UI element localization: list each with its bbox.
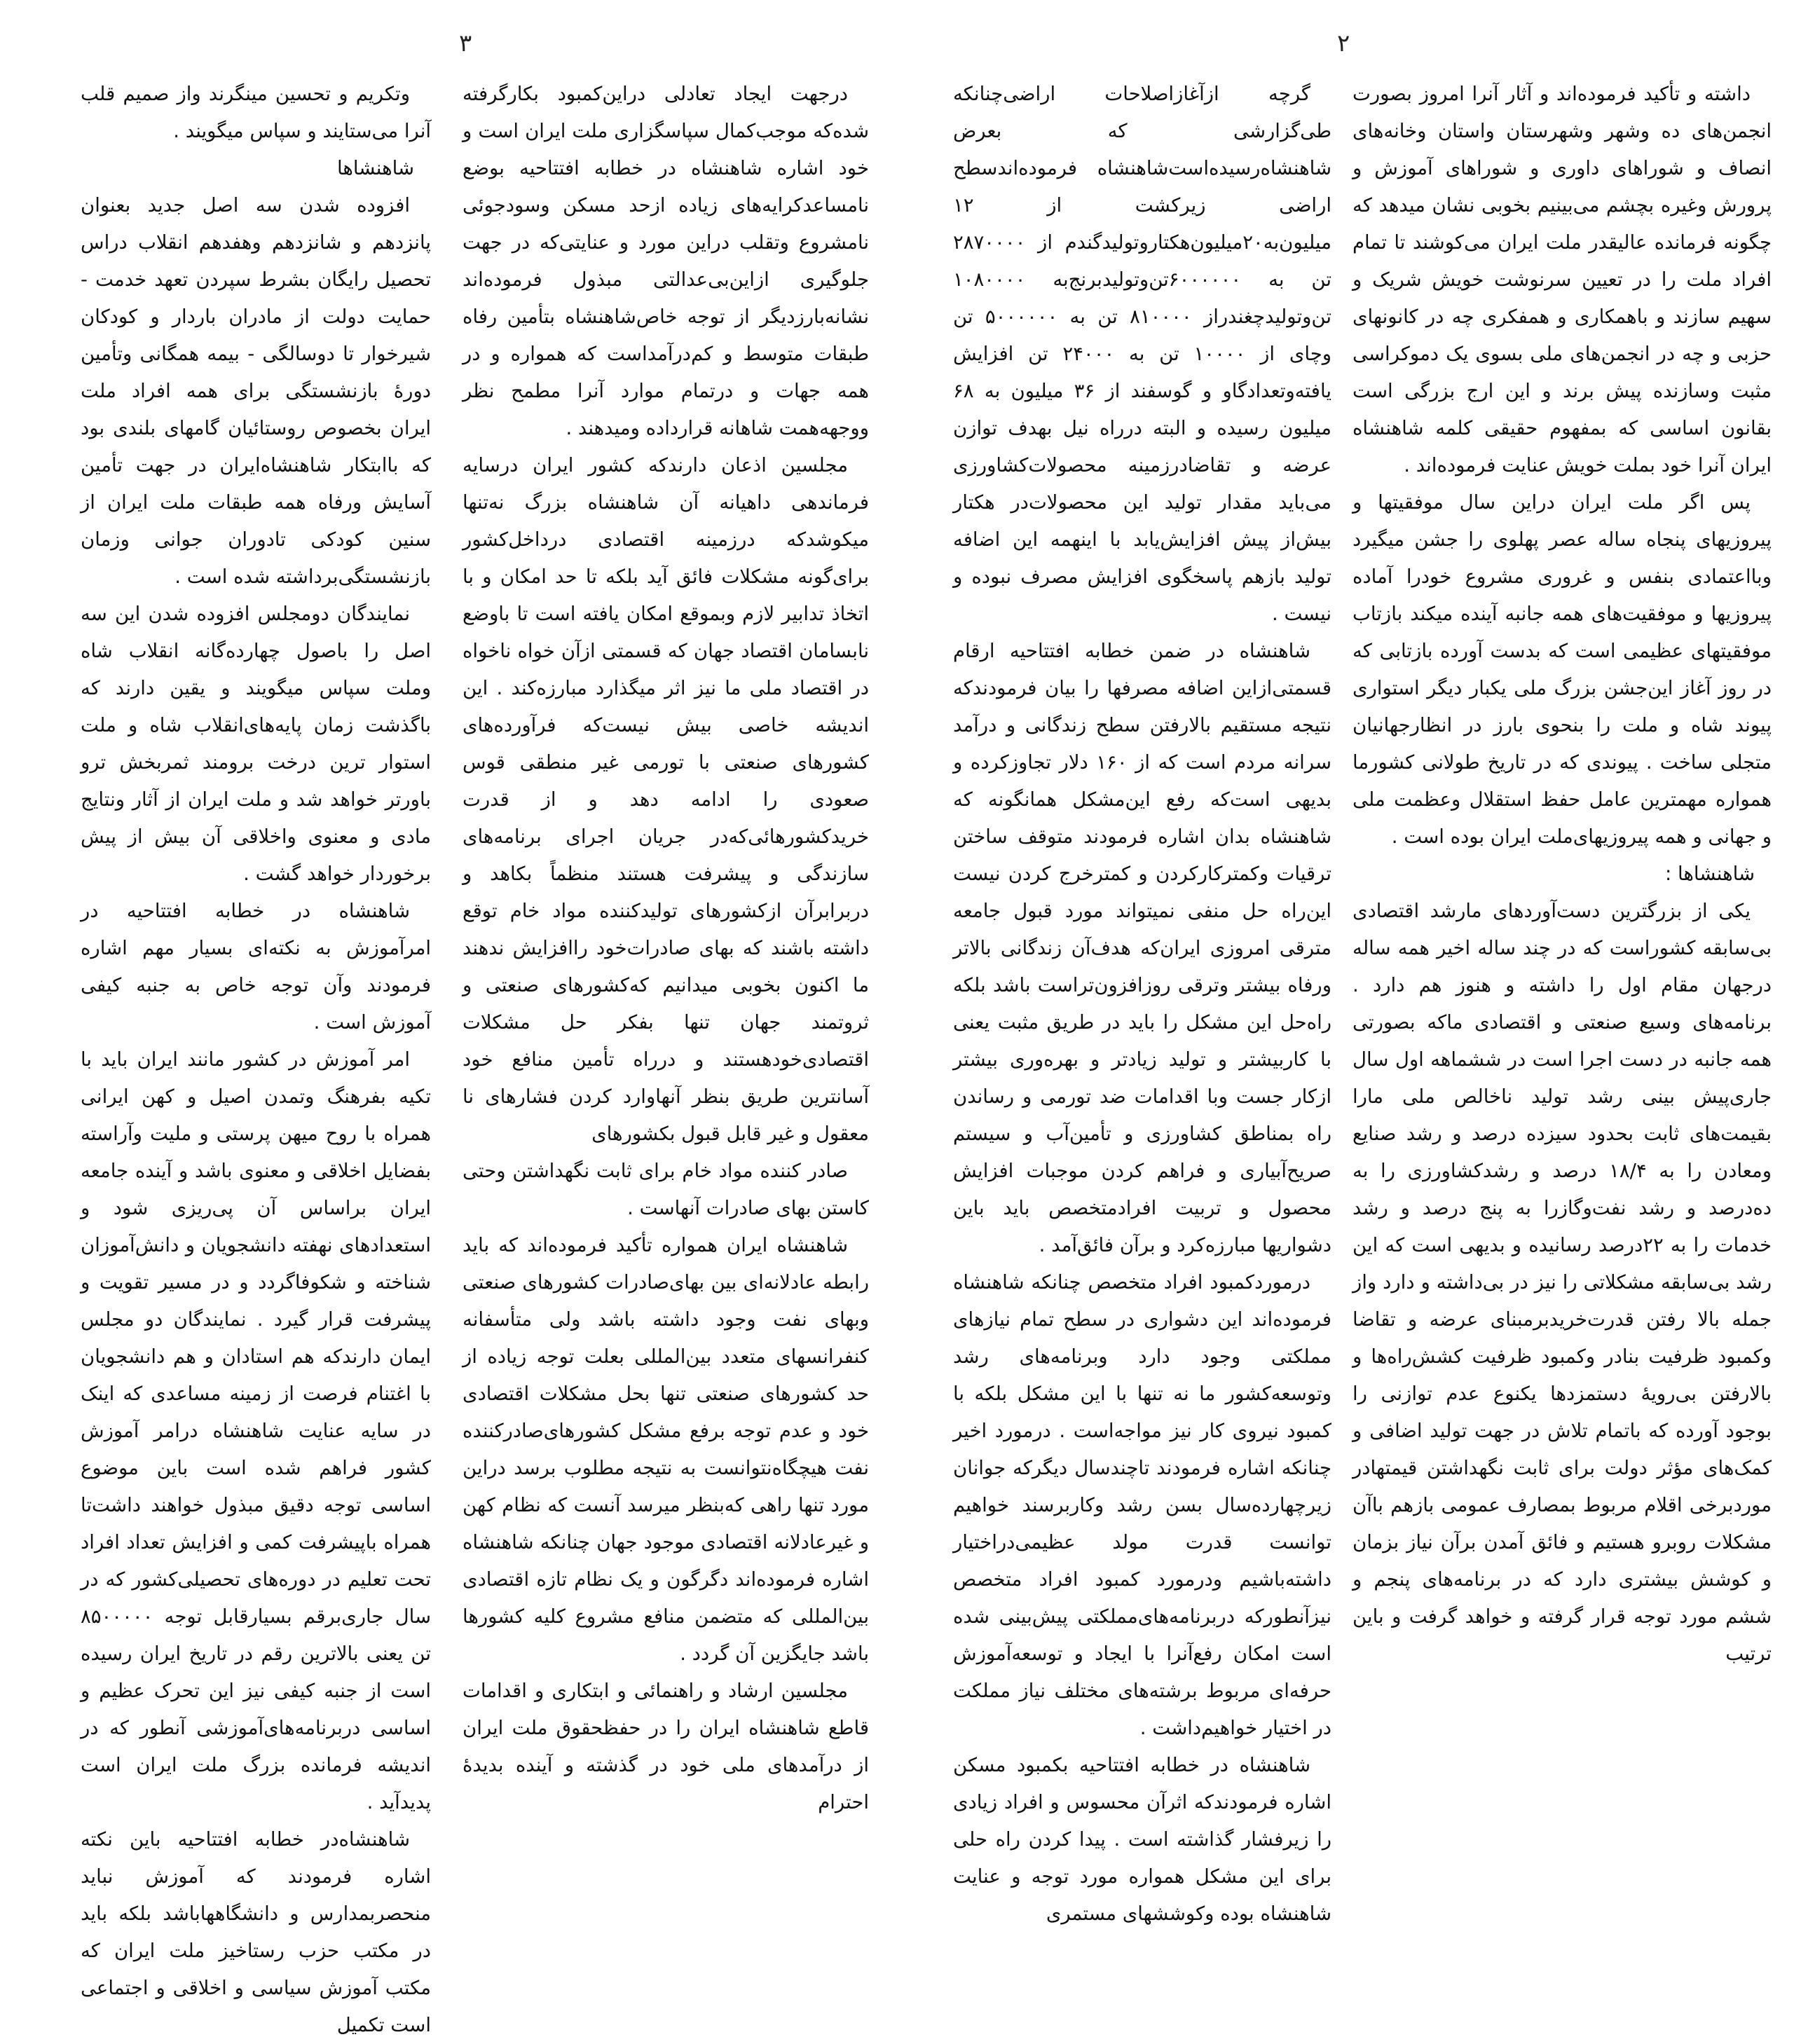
paragraph: صادر کننده مواد خام برای ثابت نگهداشتن وحتی کاستن بهای صادرات آنهاست . <box>463 1160 869 1219</box>
page-number-right: ۲ <box>1337 29 1350 57</box>
paragraph: امر آموزش در کشور مانند ایران باید با تکیه بفرهنگ وتمدن اصیل و کهن ایرانی همراه با روح میهن پرستی و ملیت وآراسته بفضایل اخلاقی و معنوی باشد و آینده جامعه ایران براساس آن پی‌ریزی شود و استعدادهای نهفته دانشجویان و دانش‌آموزان شناخته و شکوفاگردد و در مسیر تقویت و پیشرفت قرار گیرد . نمایندگان دو مجلس ایمان دارند‌که هم استادان و هم دانشجویان با اغتنام فرصت از زمینه مساعدی که اینک در سایه عنایت شاهنشاه درامر آموزش کشور فراهم شده است باین موضوع اساسی توجه دقیق مبذول خواهند داشت‌تا همراه باپیشرفت کمی و افزایش تعداد افراد تحت تعلیم در دوره‌های تحصیلی‌کشور که در سال جاری‌برقم بسیارقابل توجه ۸۵۰۰۰۰۰ تن یعنی بالاترین رقم در تاریخ ایران رسیده است از جنبه کیفی نیز این تحرک عظیم و اساسی دربرنامه‌های‌آموزشی آنطور که در اندیشه فرمانده بزرگ ملت ایران است پدیدآید . <box>81 1048 431 1813</box>
text-column-page2-right <box>1353 76 1772 1665</box>
paragraph: نمایندگان دومجلس افزوده شدن این سه اصل را باصول چهارده‌گانه انقلاب شاه وملت سپاس میگویند و یقین دارند که باگذشت زمان پایه‌های‌انقلاب شاه و ملت استوار ترین درخت برومند ثمربخش ترو باورتر خواهد شد و ملت ایران از آثار ونتایج مادی و معنوی واخلاقی آن بیش از پیش برخوردار خواهد گشت . <box>81 603 431 885</box>
paragraph: یکی از بزرگترین دست‌آوردهای مارشد اقتصادی بی‌سابقه کشوراست که در چند ساله اخیر همه ساله درجهان مقام اول را داشته و هنوز هم دارد . برنامه‌های وسیع صنعتی و اقتصادی ماکه بصورتی همه جانبه در دست اجرا است در ششماهه اول سال جاری‌پیش بینی رشد تولید ناخالص ملی مارا بقیمت‌های ثابت بحدود سیزده درصد و رشد صنایع ومعادن را به ۱۸/۴ درصد و رشدکشاورزی را به ده‌درصد و رشد نفت‌وگازرا به پنج درصد و رشد خدمات را به ۲۲درصد رسانیده و بدیهی است که این رشد بی‌سابقه مشکلاتی را نیز در بی‌داشته و دارد واز جمله بالا رفتن قدرت‌خریدبرمبنای عرضه و تقاضا وکمبود ظرفیت بنادر وکمبود ظرفیت کشش‌راه‌ها و بالارفتن بی‌رویهٔ دستمزدها یکنوع عدم توازنی را بوجود آورده که باتمام تلاش در جهت تولید اضافی و کمک‌های مؤثر دولت برای ثابت نگهداشتن قیمتهادر موردبرخی اقلام مربوط بمصارف عمومی بازهم باآن مشکلات روبرو هستیم و فائق آمدن برآن نیاز بزمان و کوشش بیشتری دارد که در برنامه‌های پنجم و ششم مورد توجه قرار گرفته و خواهد گرفت و باین ترتیب <box>1353 900 1772 1665</box>
paragraph: شاهنشاه در خطابه افتتاحیه بکمبود مسکن اشاره فرمودندکه اثرآن محسوس و افراد زیادی را زیرفشار گذاشته است . پیدا کردن راه حلی برای این مشکل همواره مورد توجه و عنایت شاهنشاه بوده وکوششهای مستمری <box>953 1754 1331 1925</box>
paragraph: داشته و تأکید فرموده‌اند و آثار آنرا امروز بصورت انجمن‌های ده وشهر وشهرستان واستان وخانه‌های انصاف و شوراهای داوری و شوراهای آموزش و پرورش وغیره بچشم می‌بینیم بخوبی نشان میدهد که چگونه فرمانده عالیقدر ملت ایران می‌کوشند تا تمام افراد ملت را در تعیین سرنوشت خویش شریک و سهیم سازند و باهمکاری و همفکری چه در کانونهای حزبی و چه در انجمن‌های ملی بسوی یک دموکراسی مثبت وسازنده پیش برند و این ارج بزرگی است بقانون اساسی که بمفهوم حقیقی کلمه شاهنشاه ایران آنرا خود بملت خویش عنایت فرموده‌اند . <box>1353 83 1772 476</box>
text-column-page3-right <box>463 76 869 1813</box>
paragraph: مجلسین اذعان دارند‌که کشور ایران درسایه فرماندهی داهیانه آن شاهنشاه بزرگ نه‌تنها میکوشد‌که درزمینه اقتصادی درداخل‌کشور برای‌گونه مشکلات فائق آید بلکه تا حد امکان و با اتخاذ تدابیر لازم وبموقع امکان یافته است تا باوضع نابسامان اقتصاد جهان که قسمتی ازآن خواه ناخواه در اقتصاد ملی ما نیز اثر میگذارد مبارزه‌کند . این اندیشه خاصی بیش نیست‌که فرآورده‌های کشورهای صنعتی با تورمی غیر منطقی قوس صعودی را ادامه دهد و از قدرت خرید‌کشورهائی‌که‌در جریان اجرای برنامه‌های سازندگی و پیشرفت هستند منظماً بکاهد و دربرابرآن ازکشورهای تولیدکننده مواد خام توقع داشته باشند که بهای صادرات‌خود راافزایش ندهند ما اکنون بخوبی میدانیم که‌کشورهای صنعتی و ثروتمند جهان تنها بفکر حل مشکلات اقتصادی‌خودهستند و درراه تأمین منافع خود آسانترین طریق بنظر آنهاوارد کردن فشارهای نا معقول و غیر قابل قبول بکشورهای <box>463 454 869 1145</box>
section-heading: شاهنشاها : <box>1664 863 1755 885</box>
paragraph: شاهنشاه در خطابه افتتاحیه در امرآموزش به نکته‌ای بسیار مهم اشاره فرمودند وآن توجه خاص به جنبه کیفی آموزش است . <box>81 900 431 1034</box>
paragraph: افزوده شدن سه اصل جدید بعنوان پانزدهم و شانزدهم وهفدهم انقلاب دراس تحصیل رایگان بشرط سپردن تعهد خدمت - حمایت دولت از مادران باردار و کودکان شیرخوار تا دوسالگی - بیمه همگانی وتأمین دورهٔ بازنشستگی برای همه افراد ملت ایران بخصوص روستائیان گامهای بلندی بود که باابتکار شاهنشاه‌ایران در جهت تأمین آسایش ورفاه همه طبقات ملت ایران از سنین کودکی تادوران جوانی وزمان بازنشستگی‌برداشته شده است . <box>81 194 431 588</box>
page-number-left: ۳ <box>459 29 472 57</box>
paragraph: پس اگر ملت ایران دراین سال موفقیتها و پیروزیهای پنجاه ساله عصر پهلوی را جشن میگیرد وبااعتمادی بنفس و غروری مشروع خودرا آماده پیروزیها و موفقیت‌های همه جانبه آینده میکند بازتاب موفقیتهای عظیمی است که بدست آورده بازتابی که در روز آغاز این‌جشن بزرگ ملی یکبار دیگر استواری پیوند شاه و ملت را بنحوی بارز در انظارجهانیان متجلی ساخت . پیوندی که در تاریخ طولانی کشورما همواره مهمترین عامل حفظ استقلال وعظمت ملی و جهانی و همه پیروزیهای‌ملت ایران بوده است . <box>1353 491 1772 848</box>
text-column-page2-left <box>953 76 1332 1925</box>
paragraph: شاهنشاه در ضمن خطابه افتتاحیه ارقام قسمتی‌ازاین اضافه مصرفها را بیان فرمودندکه نتیجه مستقیم بالارفتن سطح زندگانی و درآمد سرانه مردم است که از ۱۶۰ دلار تجاوزکرده و بدیهی است‌که رفع این‌مشکل همانگونه که شاهنشاه بدان اشاره فرمودند متوقف ساختن ترقیات وکمترکارکردن و کمترخرج کردن نیست این‌راه حل منفی نمیتواند مورد قبول جامعه مترقی امروزی ایران‌که هدف‌آن زندگانی بالاتر ورفاه بیشتر وترقی روزافزون‌تراست باشد بلکه راه‌حل این مشکل را باید در طریق مثبت یعنی با کاربیشتر و تولید زیادتر و بهره‌وری بیشتر ازکار جست وبا اقدامات ضد تورمی و رساندن راه بمناطق کشاورزی و تأمین‌آب و سیستم صریح‌آبیاری و فراهم کردن موجبات افزایش محصول و تربیت افرادمتخصص باید باین دشواریها مبارزه‌کرد و برآن فائق‌آمد . <box>953 640 1331 1256</box>
paragraph: درجهت ایجاد تعادلی دراین‌کمبود بکارگرفته شده‌که موجب‌کمال سپاسگزاری ملت ایران است و خود اشاره شاهنشاه در خطابه افتتاحیه بوضع نامساعدکرایه‌های زیاده ازحد مسکن وسودجوئی نامشروع وتقلب دراین مورد و عنایتی‌که در جهت جلوگیری ازاین‌بی‌عدالتی مبذول فرموده‌اند نشانه‌بارزدیگر از توجه خاص‌شاهنشاه بتأمین رفاه طبقات متوسط و کم‌درآمداست که همواره و در همه جهات و درتمام موارد آنرا مطمح نظر ووجهه‌همت شاهانه قرارداده ومیدهند . <box>463 83 869 439</box>
paragraph: گرچه ازآغازاصلاحات اراضی‌چنانکه طی‌گزارشی که بعرض شاهنشاه‌رسیده‌است‌شاهنشاه فرموده‌اندسطح اراضی زیرکشت از ۱۲ میلیون‌به۲۰میلیون‌هکتاروتولیدگندم از ۲۸۷۰۰۰۰ تن به ۶۰۰۰۰۰۰تن‌وتولیدبرنج‌به ۱۰۸۰۰۰۰ تن‌وتولیدچغندراز ۸۱۰۰۰۰ تن به ۵۰۰۰۰۰۰ تن وچای از ۱۰۰۰۰ تن به ۲۴۰۰۰ تن افزایش یافته‌وتعدادگاو و گوسفند از ۳۶ میلیون به ۶۸ میلیون رسیده و البته درراه نیل بهدف توازن عرضه و تقاضادرزمینه محصولات‌کشاورزی می‌باید مقدار تولید این محصولات‌در هکتار بیش‌از پیش افزایش‌یابد با اینهمه این اضافه تولید بازهم پاسخگوی افزایش مصرف نبوده و نیست . <box>953 83 1332 625</box>
section-heading: شاهنشاها <box>336 157 414 179</box>
paragraph: شاهنشاه‌در خطابه افتتاحیه باین نکته اشاره فرمودند که آموزش نباید منحصربمدارس و دانشگاههاباشد بلکه باید در مکتب حزب رستاخیز ملت ایران که مکتب آموزش سیاسی و اخلاقی و اجتماعی است تکمیل <box>81 1828 431 2036</box>
paragraph: وتکریم و تحسین مینگرند واز صمیم قلب آنرا می‌ستایند و سپاس میگویند . <box>81 83 431 142</box>
paragraph: شاهنشاه ایران همواره تأکید فرموده‌اند که باید رابطه عادلانه‌ای بین بهای‌صادرات کشورهای صنعتی وبهای نفت وجود داشته باشد ولی متأسفانه کنفرانسهای متعدد بین‌المللی بعلت توجه زیاده از حد کشورهای صنعتی تنها بحل مشکلات اقتصادی خود و عدم توجه برفع مشکل کشورهای‌صادرکننده نفت هیچگاه‌نتوانست به نتیجه مطلوب برسد دراین مورد تنها راهی که‌بنظر میرسد آنست که نظام کهن و غیرعادلانه اقتصادی موجود جهان چنانکه شاهنشاه اشاره فرموده‌اند دگرگون و یک نظام تازه اقتصادی بین‌المللی که متضمن منافع مشروع کلیه کشورها باشد جایگزین آن گردد . <box>463 1234 869 1665</box>
paragraph: مجلسین ارشاد و راهنمائی و ابتکاری و اقدامات قاطع شاهنشاه ایران را در حفظحقوق ملت ایران از درآمدهای ملی خود در گذشته و آینده بدیدهٔ احترام <box>463 1680 869 1813</box>
text-column-page3-left <box>81 76 431 2036</box>
paragraph: درمورد‌کمبود افراد متخصص چنانکه شاهنشاه فرموده‌اند این دشواری در سطح تمام نیازهای مملکتی وجود دارد وبرنامه‌های رشد وتوسعه‌کشور ما نه تنها با این مشکل بلکه با کمبود نیروی کار نیز مواجه‌است . درمورد اخیر چنانکه اشاره فرمودند تاچندسال دیگرکه جوانان زیرچهارده‌سال بسن رشد وکاربرسند خواهیم توانست قدرت مولد عظیمی‌دراختیار داشته‌باشیم ودرمورد کمبود افراد متخصص نیزآنطورکه دربرنامه‌های‌مملکتی پیش‌بینی شده است امکان رفع‌آنرا با ایجاد و توسعه‌آموزش حرفه‌ای مربوط برشته‌های مختلف نیاز مملکت در اختیار خواهیم‌داشت . <box>953 1271 1331 1739</box>
